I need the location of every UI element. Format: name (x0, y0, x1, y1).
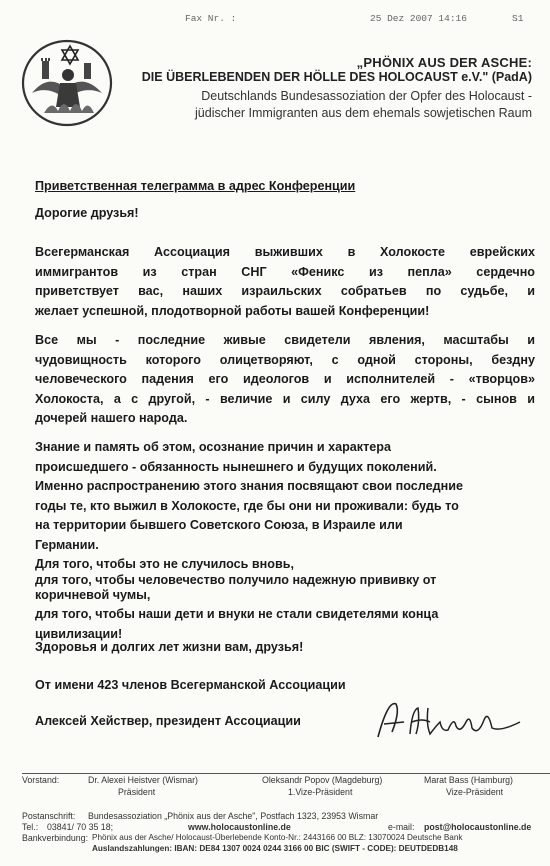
footer-divider (22, 773, 550, 774)
paragraph-3 (35, 438, 463, 644)
paragraph-3-line: для того, чтобы наши дети и внуки не стали свидетелями конца (35, 607, 439, 621)
phoenix-logo (18, 33, 116, 131)
letter-wish: Здоровья и долгих лет жизни вам, друзья! (35, 640, 304, 654)
footer-bank-details: Phönix aus der Asche/ Holocaust-Überlebende Konto-Nr.: 2443166 00 BLZ: 13070024 Deutsche Bank (92, 833, 463, 842)
paragraph-3-line: для того, чтобы человечество получило надежную прививку от (35, 572, 437, 587)
paragraph-1 (35, 243, 535, 321)
paragraph-3-line: происшедшего - обязанность нынешнего и будущих поколений. (35, 459, 437, 474)
paragraph-2-line: Все мы - последние живые свидетели явления, масштабы и (35, 333, 535, 347)
paragraph-3-line: годы те, кто выжил в Холокосте, где бы они ни проживали: будь то (35, 498, 459, 513)
paragraph-3-line: на территории бывшего Советского Союза, в Израиле или (35, 518, 403, 532)
footer-tel-label: Tel.: (22, 822, 39, 832)
footer-international-payments: Auslandszahlungen: IBAN: DE84 1307 0024 0244 3166 00 BIC (SWIFT - CODE): DEUTDEDB148 (92, 844, 458, 853)
footer-email-label: e-mail: (388, 822, 415, 832)
board-member-name: Marat Bass (Hamburg) (424, 775, 513, 785)
paragraph-2-line: дочерей нашего народа. (35, 411, 188, 425)
footer-postanschrift-label: Postanschrift: (22, 811, 76, 821)
letter-behalf: От имени 423 членов Всегерманской Ассоциации (35, 678, 346, 692)
board-member-name: Dr. Alexei Heistver (Wismar) (88, 775, 198, 785)
paragraph-3-line: Знание и память об этом, осознание причин и характера (35, 440, 391, 454)
board-member-name: Oleksandr Popov (Magdeburg) (262, 775, 383, 785)
paragraph-3-line: цивилизации! (35, 626, 123, 641)
org-description-line1: Deutschlands Bundesassoziation der Opfer des Holocaust - (201, 89, 532, 103)
paragraph-3-line: коричневой чумы, (35, 587, 151, 602)
footer-bank-label: Bankverbindung: (22, 833, 89, 843)
fax-page: S1 (512, 13, 524, 24)
footer-tel: 03841/ 70 35 18; (47, 822, 114, 832)
paragraph-2 (35, 331, 535, 429)
org-name-line1: „PHÖNIX AUS DER ASCHE: (356, 55, 532, 70)
board-member-role: Präsident (118, 787, 156, 797)
handwritten-signature (370, 692, 530, 752)
paragraph-3-line: Для того, чтобы это не случилось вновь, (35, 557, 294, 571)
board-member-role: Vize-Präsident (446, 787, 504, 797)
letter-greeting: Дорогие друзья! (35, 206, 139, 220)
paragraph-1-line: приветствует вас, наших израильских собратьев по судьбе, и (35, 284, 535, 298)
letter-title: Приветственная телеграмма в адрес Конференции (35, 179, 356, 193)
footer-vorstand-label: Vorstand: (22, 775, 60, 785)
paragraph-1-line: Всегерманская Ассоциация выживших в Холокосте еврейских (35, 245, 535, 259)
paragraph-1-line: иммигрантов из стран СНГ «Феникс из пепла» сердечно (35, 264, 535, 279)
org-name-line2: DIE ÜBERLEBENDEN DER HÖLLE DES HOLOCAUST e.V." (PadA) (141, 70, 532, 84)
footer-postanschrift: Bundesassoziation „Phönix aus der Asche", Postfach 1323, 23953 Wismar (88, 811, 379, 821)
org-description-line2: jüdischer Immigranten aus dem ehemals sowjetischen Raum (195, 106, 532, 120)
paragraph-2-line: человеческого падения его идеологов и исполнителей - «творцов» (35, 372, 535, 386)
footer-website-link[interactable]: www.holocaustonline.de (188, 822, 291, 832)
paragraph-3-line: Германии. (35, 537, 99, 552)
fax-date: 25 Dez 2007 14:16 (370, 13, 467, 24)
paragraph-1-line: желает успешной, плодотворной работы вашей Конференции! (35, 303, 430, 318)
footer-email-link[interactable]: post@holocaustonline.de (424, 822, 532, 832)
paragraph-2-line: Холокоста, а с другой, - величие и силу духа его жертв, - сынов и (35, 391, 535, 406)
fax-label: Fax Nr. : (185, 13, 237, 24)
paragraph-2-line: чудовищность которого олицетворяют, с одной стороны, бездну (35, 352, 535, 367)
paragraph-3-line: Именно распространению этого знания посвящают свои последние (35, 479, 463, 493)
board-member-role: 1.Vize-Präsident (288, 787, 353, 797)
letter-signer: Алексей Хействер, президент Ассоциации (35, 714, 301, 728)
